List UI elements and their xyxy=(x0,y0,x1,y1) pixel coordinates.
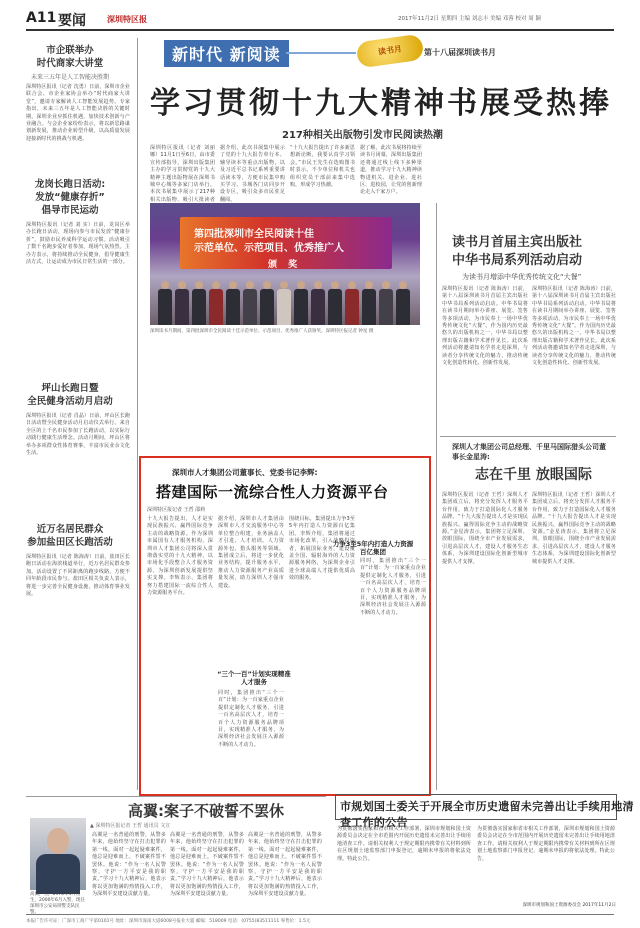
stage-banner-line-3: 颁 奖 xyxy=(268,260,302,270)
sidebar-1-title-line-1: 市企联举办 xyxy=(46,45,94,56)
featured-body-col-2: 据介绍，深圳市人才集团由深圳市人才交流服务中心等单位整合组建，业务涵盖人才引进、人才培训、人力资源外包、猎头服务等领域。集团成立后，将进一步优化业务结构，提升服务水平，推动人力资源服务产业高质量发展，助力深圳人才强市建设。 xyxy=(218,516,284,589)
hero-body-col-2: 据介绍，此次书展集中展示了党的十九大报告单行本、辅导读本等重点出版物，以及习近平总书记系列重要讲话读本等，方便市民集中购买学习。书城各门店同步开设专区，吸引众多市民驻足翻阅。 xyxy=(220,145,285,203)
right-section-rule xyxy=(440,436,616,437)
reading-month-badge: 读书月 xyxy=(356,34,425,69)
featured-headline: 搭建国际一流综合性人力资源平台 xyxy=(156,483,389,501)
right-column-divider xyxy=(436,203,437,790)
featured-byline: 深圳特区报记者 王哲 邵莉 xyxy=(147,507,206,513)
stage-banner-line-2: 示范单位、示范项目、优秀推广人 xyxy=(194,243,344,254)
featured-body-col-2b: 同时，集团推出“三个一百”计划：为一百家重点企业提供定制化人才服务，引进一百名高层次人才，培育一百个人力资源服务品牌项目，实现精准人才服务，为深圳经济社会发展注入源源不断的人才动力。 xyxy=(218,690,284,748)
stage-banner-line-1: 第四批深圳市全民阅读十佳 xyxy=(194,229,314,240)
notice-signature: 深圳市规划和国土资源委员会 2017年11月2日 xyxy=(522,903,616,908)
right-article-1-subtitle: 为读书月增添中华优秀传统文化“大餐” xyxy=(462,273,582,281)
bottom-left-byline: ▲ 深圳特区报记者 王哲 通讯员 文宣 xyxy=(90,823,171,829)
awardees-row xyxy=(150,269,420,325)
right-article-2-title: 志在千里 放眼国际 xyxy=(475,467,592,483)
featured-subhead-2: “三个一百”计划实现精准人才服务 xyxy=(217,670,291,686)
sidebar-3-title-line-1: 坪山长跑日暨 xyxy=(41,383,99,394)
right-article-1-title-line-1: 读书月首届主宾出版社 xyxy=(452,235,583,250)
sidebar-3-title-line-2: 全民健身活动月启动 xyxy=(27,396,113,407)
hero-deck: 217种相关出版物引发市民阅读热潮 xyxy=(282,130,443,141)
hero-badge-subtitle: 第十八届深圳读书月 xyxy=(424,48,496,57)
notice-body-left: 为贯彻落实国家和省市相关工作部署，深圳市规划和国土资源委员会决定在全市范围内开展历史遗留未完善出让手续用地清查工作。请相关权利人于规定期限内携带有关材料到所在区规划土地监察部门申报登记，逾期未申报的将依法处理。特此公告。 xyxy=(337,826,471,862)
sidebar-4-title-line-2: 参加盐田区长跑活动 xyxy=(27,537,113,548)
featured-subhead-1: 力争3至5年内打造人力资源百亿集团 xyxy=(332,540,414,556)
footer-info: 本报广告许可证：广深市工商广字第0101号 地址：深圳市深南大道6008号报业大厦 邮编：518009 电话：(0755)83511111 零售价：1.5元 xyxy=(26,919,311,924)
hero-body-col-3: “十九大报告提出了许多新思想新论断，我要认真学习领会。”市民王先生在选购图书时表示。不少单位和机关也组织党员干部前来集中选购，形成学习热潮。 xyxy=(290,145,355,189)
sidebar-2-title-line-1: 龙岗长跑日活动: xyxy=(34,179,106,190)
hero-body-col-4: 据了解，此次书展将持续至读书月闭幕，深圳出版集团还将通过线上线下多种渠道，推动学习十九大精神读物进机关、进企业、进社区、进校园，让党的创新理论走入千家万户。 xyxy=(360,145,422,196)
notice-body-right: 为贯彻落实国家和省市相关工作部署，深圳市规划和国土资源委员会决定在全市范围内开展历史遗留未完善出让手续用地清查工作。请相关权利人于规定期限内携带有关材料到所在区规划土地监察部门申报登记，逾期未申报的将依法处理。特此公告。 xyxy=(477,826,615,862)
notice-title: 市规划国土委关于开展全市历史遗留未完善出让手续用地清查工作的公告 xyxy=(340,800,634,829)
sidebar-3-body: 深圳特区报讯（记者 肖晶）日前，坪山区长跑日活动暨全民健身活动月启动仪式举行。来自全区的上千名市民参加了长跑活动，以实际行动践行健康生活理念。活动月期间，坪山区将举办多项群众性体育赛事，丰富市民业余文化生活。 xyxy=(26,413,130,457)
hero-body-col-1: 深圳特区报讯（记者 刘丽娜）11月1日至6日，由市委宣传部指导，深圳出版集团主办的学习贯彻党的十九大精神主题出版物展在深圳书城中心城等多家门店举行。本次书展集中展示了217种相关出版物，吸引大批读者 xyxy=(150,145,215,203)
featured-body-col-1: 十九大报告提出，人才是实现民族振兴、赢得国际竞争主动的战略资源。作为深圳市属国有人才服务机构，深圳市人才集团公司将深入贯彻落实党的十九大精神，以市场化手段整合人才服务资源，为深圳创新发展提供坚实支撑。李辉表示，集团将努力搭建国际一流综合性人力资源服务平台。 xyxy=(147,516,213,597)
officer-portrait xyxy=(30,818,86,890)
hero-headline: 学习贯彻十九大精神书展受热捧 xyxy=(150,86,612,121)
bottom-left-body-col-2: 高翼是一名普通的刑警，从警多年来，他始终坚守在打击犯罪的第一线。面对一起起疑难案件，他总是迎难而上，不破案件誓不罢休。他说：“作为一名人民警察，守护一方平安是我的职责。”学习十九大精神后，他表示将以更加饱满的热情投入工作，为深圳平安建设贡献力量。 xyxy=(170,832,244,898)
sidebar-4-body: 深圳特区报讯（记者 陈海涛）日前，盐田区长跑日活动在海滨栈道举行，近万名居民群众参加。活动设置了不同距离的跑步线路，方便不同年龄段市民参与。盐田区相关负责人表示，将进一步完善全民健身设施，推动体育事业发展。 xyxy=(26,554,130,598)
right-article-2-body-right: 深圳特区报讯（记者 王哲）深圳人才集团成立后，将充分发挥人才服务平台作用，致力于打造国际化人才服务品牌。“十九大报告提出人才是实现民族振兴、赢得国际竞争主动的战略资源。”金星涛表示，集团将立足深圳、放眼国际，围绕全市产业发展需求，引进高层次人才，建设人才服务生态体系，为深圳建设国际化创新型城市提供人才支撑。 xyxy=(532,492,616,565)
bottom-left-body-col-1: 高翼是一名普通的刑警，从警多年来，他始终坚守在打击犯罪的第一线。面对一起起疑难案件，他总是迎难而上，不破案件誓不罢休。他说：“作为一名人民警察，守护一方平安是我的职责。”学习十九大精神后，他表示将以更加饱满的热情投入工作，为深圳平安建设贡献力量。 xyxy=(92,832,166,898)
right-article-2-kicker: 深圳人才集团公司总经理、千里马国际猎头公司董事长金星涛: xyxy=(452,443,606,461)
portrait-caption: 高翼，男，1976年4月出生，2000年6月入警，现任深圳市公安局刑警支队民警。 xyxy=(30,892,85,915)
right-article-1-body-left: 深圳特区报讯（记者 陈海涛）日前，第十八届深圳读书月首届主宾出版社中华书局系列活动启动。中华书局将在读书月期间举办讲座、展览、签售等多项活动，为市民奉上一场中华优秀传统文化“大餐”。作为国内历史最悠久的出版机构之一，中华书局以整理出版古籍和学术著作见长。此次系列活动将邀请知名学者走进深圳，与读者分享传统文化的魅力，推动传统文化创造性转化、创新性发展。 xyxy=(442,286,528,367)
featured-body-col-3: 围绕目标，集团提出力争3至5年内打造人力资源百亿集团。李辉介绍，集团将通过市场化改革，引入战略投资者，拓展国际业务，建设覆盖全国、辐射海外的人力资源服务网络，为深圳企业引进全球高端人才提供优质高效的服务。 xyxy=(289,516,355,582)
featured-kicker: 深圳市人才集团公司董事长、党委书记李辉: xyxy=(172,468,318,477)
sidebar-2-body: 深圳特区报讯（记者 刘 实）日前，龙岗区举办长跑日活动，现场向参与市民发放“健康存折”，鼓励市民养成科学运动习惯。活动吸引了数千名跑步爱好者参加，现场气氛热烈。主办方表示，将持续推动全民健身，倡导健康生活方式，让运动成为市民日常生活的一部分。 xyxy=(26,222,130,266)
sidebar-2-title-line-3: 倡导市民运动 xyxy=(41,205,99,216)
right-article-1-body-right: 深圳特区报讯（记者 陈海涛）日前，第十八届深圳读书月首届主宾出版社中华书局系列活动启动。中华书局将在读书月期间举办讲座、展览、签售等多项活动，为市民奉上一场中华优秀传统文化“大餐”。作为国内历史最悠久的出版机构之一，中华书局以整理出版古籍和学术著作见长。此次系列活动将邀请知名学者走进深圳，与读者分享传统文化的魅力，推动传统文化创造性转化、创新性发展。 xyxy=(532,286,616,367)
newspaper-brand: 深圳特区报 xyxy=(107,15,147,24)
sidebar-1-title-line-2: 时代商家大讲堂 xyxy=(36,58,104,69)
bottom-left-rule xyxy=(26,796,326,797)
hero-kicker: 新时代 新阅读 xyxy=(164,40,289,67)
section-name: 要闻 xyxy=(58,13,86,29)
right-article-2-body-left: 深圳特区报讯（记者 王哲）深圳人才集团成立后，将充分发挥人才服务平台作用，致力于打造国际化人才服务品牌。“十九大报告提出人才是实现民族振兴、赢得国际竞争主动的战略资源。”金星涛表示，集团将立足深圳、放眼国际，围绕全市产业发展需求，引进高层次人才，建设人才服务生态体系，为深圳建设国际化创新型城市提供人才支撑。 xyxy=(442,492,528,565)
bottom-left-body-col-3: 高翼是一名普通的刑警，从警多年来，他始终坚守在打击犯罪的第一线。面对一起起疑难案件，他总是迎难而上，不破案件誓不罢休。他说：“作为一名人民警察，守护一方平安是我的职责。”学习十九大精神后，他表示将以更加饱满的热情投入工作，为深圳平安建设贡献力量。 xyxy=(248,832,322,898)
page-number: A11 xyxy=(26,10,57,26)
sidebar-1-body: 深圳特区报讯（记者 沈勇）日前，深圳市企业联合会、市企业家协会举办“时代商家大讲堂”，邀请专家解读人工智能发展趋势。专家指出，未来三五年是人工智能决胜的关键时期，深圳企业应抓住机遇，加快技术创新与产业融合。与会企业家纷纷表示，将以新思路谋划新发展，推动企业转型升级，以高质量发展迎接新时代的挑战与机遇。 xyxy=(26,84,130,142)
sidebar-4-title-line-1: 近万名居民群众 xyxy=(36,524,104,535)
featured-body-col-4: 同时，集团推出“三个一百”计划：为一百家重点企业提供定制化人才服务，引进一百名高层次人才，培育一百个人力资源服务品牌项目，实现精准人才服务，为深圳经济社会发展注入源源不断的人才动力。 xyxy=(360,558,426,616)
bottom-left-headline: 高翼:案子不破誓不罢休 xyxy=(128,802,284,820)
sidebar-1-subtitle: 未来三五年是人工智能决胜期 xyxy=(30,74,109,81)
photo-caption: 深圳读书月期间，第四批深圳市全民阅读十佳示范单位、示范项目、优秀推广人获颁奖。深圳特区报记者 钟星 摄 xyxy=(150,329,374,334)
date-line: 2017年11月2日 星期四 主编 刘志丰 美编 邓蓉 校对 周 颖 xyxy=(398,16,541,22)
sidebar-2-title-line-2: 发放“健康存折” xyxy=(35,192,105,203)
award-ceremony-photo xyxy=(150,203,420,325)
right-article-1-title-line-2: 中华书局系列活动启动 xyxy=(452,253,583,268)
hero-divider xyxy=(286,52,356,54)
sidebar-divider xyxy=(137,38,138,790)
masthead-rule xyxy=(26,29,614,31)
footer-rule xyxy=(26,914,614,915)
